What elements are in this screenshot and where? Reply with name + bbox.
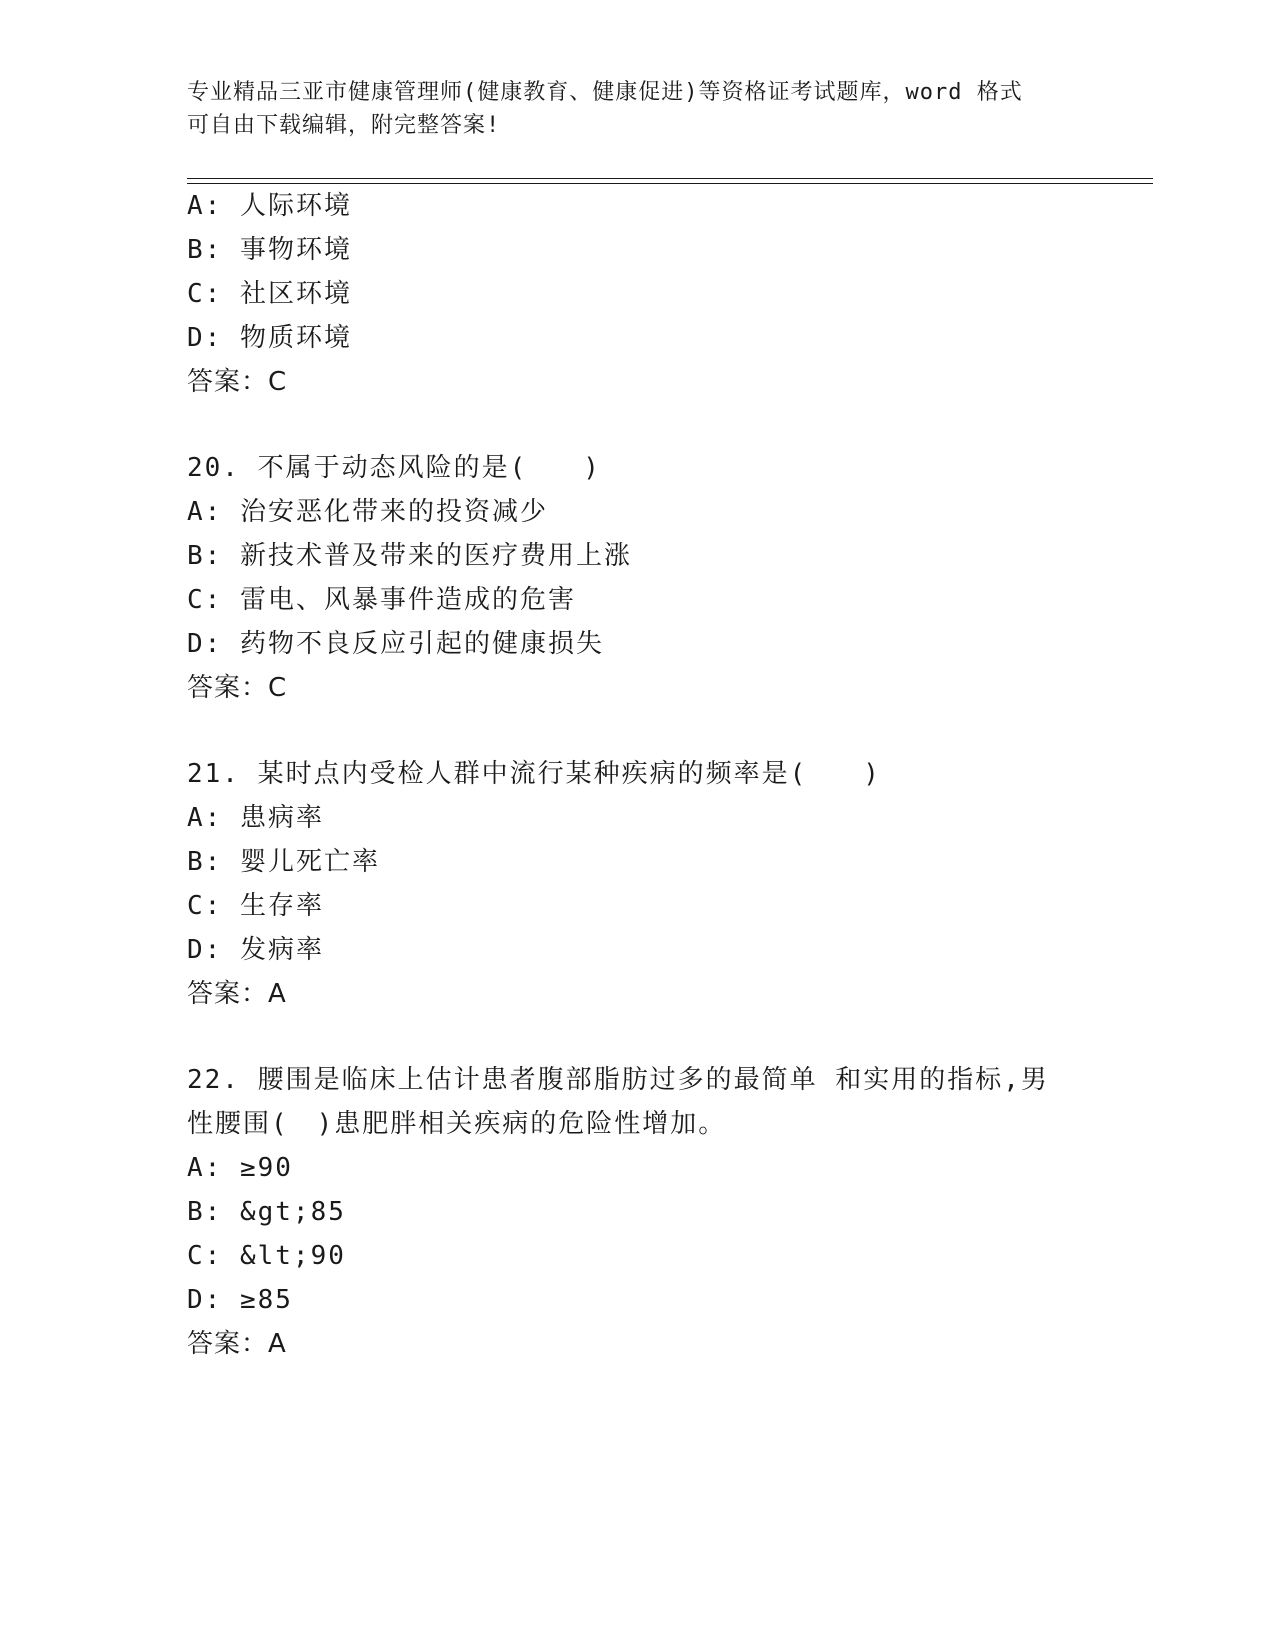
q21-stem: 21. 某时点内受检人群中流行某种疾病的频率是( ) [187,759,881,789]
q22-option-c: C: &lt;90 [187,1241,346,1271]
q21-option-a: A: 患病率 [187,803,324,833]
header-line-1: 专业精品三亚市健康管理师(健康教育、健康促进)等资格证考试题库，word 格式 [187,80,1023,105]
q22-stem-line-2: 性腰围( )患肥胖相关疾病的危险性增加。 [187,1109,727,1139]
q22-option-d: D: ≥85 [187,1285,293,1315]
q22-option-a: A: ≥90 [187,1153,293,1183]
q19-answer: 答案：C [187,367,288,397]
q21-option-d: D: 发病率 [187,935,324,965]
q20-answer: 答案：C [187,673,288,703]
header-divider-top [187,178,1153,179]
document-header [187,76,1067,142]
q21-option-c: C: 生存率 [187,891,324,921]
q20-option-a: A: 治安恶化带来的投资减少 [187,497,548,527]
header-divider-bottom [187,183,1153,184]
q19-option-c: C: 社区环境 [187,279,352,309]
q20-option-c: C: 雷电、风暴事件造成的危害 [187,585,576,615]
q20-stem: 20. 不属于动态风险的是( ) [187,453,601,483]
q19-option-b: B: 事物环境 [187,235,352,265]
q22-answer: 答案：A [187,1329,287,1359]
q19-option-a: A: 人际环境 [187,191,352,221]
q22-stem-line-1: 22. 腰围是临床上估计患者腹部脂肪过多的最简单 和实用的指标,男 [187,1065,1049,1095]
q19-option-d: D: 物质环境 [187,323,352,353]
q20-option-d: D: 药物不良反应引起的健康损失 [187,629,604,659]
q21-answer: 答案：A [187,979,287,1009]
q21-option-b: B: 婴儿死亡率 [187,847,380,877]
header-line-2: 可自由下载编辑，附完整答案! [187,113,501,138]
q22-option-b: B: &gt;85 [187,1197,346,1227]
q20-option-b: B: 新技术普及带来的医疗费用上涨 [187,541,632,571]
